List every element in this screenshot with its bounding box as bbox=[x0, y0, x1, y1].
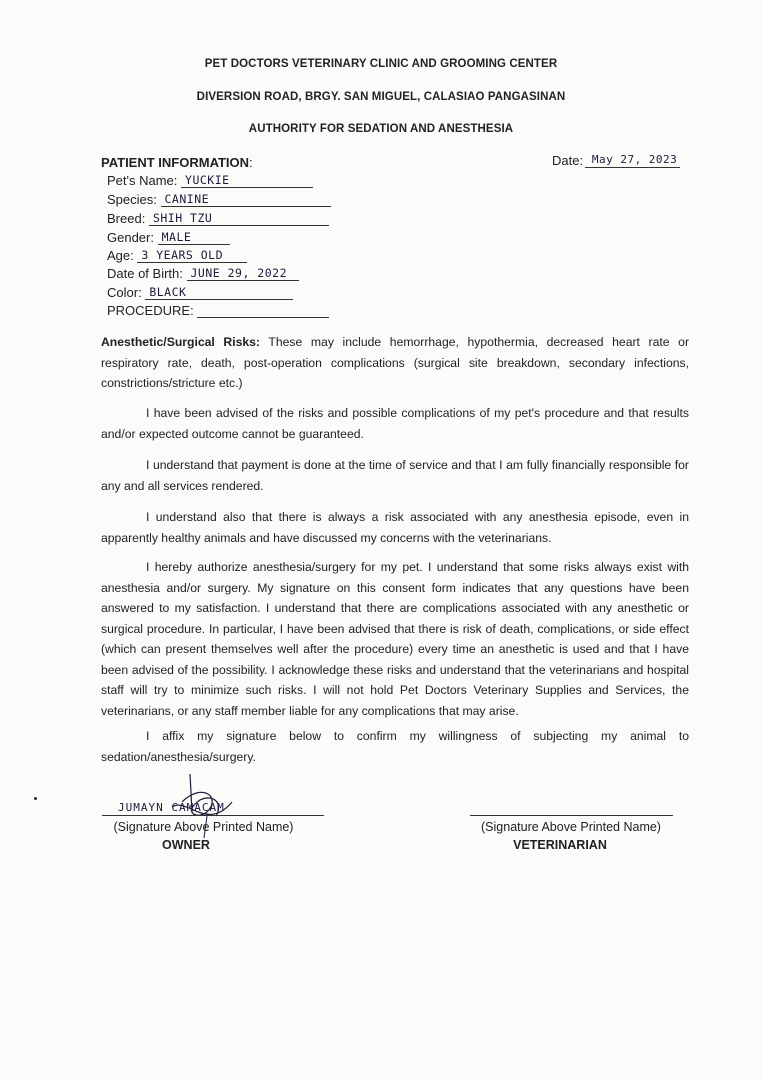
field-value bbox=[197, 303, 329, 318]
paragraph-risk: I understand also that there is always a risk associated with any anesthesia episode, even in apparently healthy animals and have discussed my concerns with the veterinarians. bbox=[101, 510, 689, 545]
vet-role: VETERINARIAN bbox=[513, 838, 607, 852]
field-label: Gender: bbox=[107, 230, 154, 245]
field-label: Color: bbox=[107, 285, 142, 300]
vet-signature-line bbox=[470, 815, 673, 816]
field-label: Pet's Name: bbox=[107, 173, 178, 188]
patient-info-colon: : bbox=[249, 155, 253, 170]
risks-text: These may include hemorrhage, hypothermia, decreased heart rate or respiratory rate, death, post-operation complications (surgical site breakdown, secondary infections, constrictions/stricture etc.) bbox=[101, 335, 690, 390]
field-label: Age: bbox=[107, 248, 134, 263]
field-value: BLACK bbox=[145, 285, 293, 300]
patient-info-heading bbox=[101, 155, 253, 170]
date-field bbox=[552, 153, 680, 168]
field-value: CANINE bbox=[161, 192, 331, 207]
field-species bbox=[107, 192, 331, 210]
field-date-of-birth bbox=[107, 266, 299, 284]
date-label: Date: bbox=[552, 153, 584, 168]
clinic-address: DIVERSION ROAD, BRGY. SAN MIGUEL, CALASIAO PANGASINAN bbox=[196, 91, 566, 103]
stray-mark bbox=[34, 797, 37, 800]
paragraph-payment: I understand that payment is done at the time of service and that I am fully financially responsible for any and all services rendered. bbox=[101, 458, 689, 493]
field-gender bbox=[107, 230, 230, 248]
owner-printed-name: JUMAYN CAMACAM bbox=[118, 801, 225, 814]
field-label: Species: bbox=[107, 192, 157, 207]
field-color bbox=[107, 285, 293, 303]
field-value: YUCKIE bbox=[181, 173, 313, 188]
owner-signature-label: (Signature Above Printed Name) bbox=[113, 820, 294, 834]
field-label: Breed: bbox=[107, 211, 146, 226]
owner-role: OWNER bbox=[162, 838, 210, 852]
risks-label: Anesthetic/Surgical Risks: bbox=[101, 335, 260, 349]
field-label: Date of Birth: bbox=[107, 266, 183, 281]
field-label: PROCEDURE: bbox=[107, 303, 194, 318]
date-value: May 27, 2023 bbox=[585, 153, 680, 168]
field-breed bbox=[107, 211, 329, 229]
form-title: AUTHORITY FOR SEDATION AND ANESTHESIA bbox=[248, 123, 514, 135]
paragraph-authorize: I hereby authorize anesthesia/surgery for my pet. I understand that some risks always exist with anesthesia and/or surgery. My signature on this consent form indicates that any questions have been answered to my satisfaction. I understand that there are complications associated with any anesthetic or surgical procedure. In particular, I have been advised that there is risk of death, complications, or side effect (which can present themselves well after the procedure) every time an anesthetic is used and that I have been advised of the possibility. I acknowledge these risks and understand that the veterinarians and hospital staff will try to minimize such risks. I will not hold Pet Doctors Veterinary Supplies and Services, the veterinarians, or any staff member liable for any complications that may arise. bbox=[101, 560, 689, 718]
field-value: SHIH TZU bbox=[149, 211, 329, 226]
field-age bbox=[107, 248, 247, 266]
patient-info-label: PATIENT INFORMATION bbox=[101, 155, 250, 170]
field-pet-name bbox=[107, 173, 313, 191]
owner-signature-line bbox=[102, 815, 324, 816]
field-procedure bbox=[107, 303, 329, 321]
paragraph-affix: I affix my signature below to confirm my willingness of subjecting my animal to sedation/anesthesia/surgery. bbox=[101, 729, 689, 764]
field-value: 3 YEARS OLD bbox=[137, 248, 247, 263]
field-value: JUNE 29, 2022 bbox=[187, 266, 299, 281]
risks-paragraph bbox=[101, 332, 689, 394]
vet-signature-label: (Signature Above Printed Name) bbox=[481, 820, 661, 834]
paragraph-advised: I have been advised of the risks and possible complications of my pet's procedure and that results and/or expected outcome cannot be guaranteed. bbox=[101, 406, 689, 441]
clinic-name: PET DOCTORS VETERINARY CLINIC AND GROOMING CENTER bbox=[204, 58, 558, 70]
field-value: MALE bbox=[158, 230, 230, 245]
